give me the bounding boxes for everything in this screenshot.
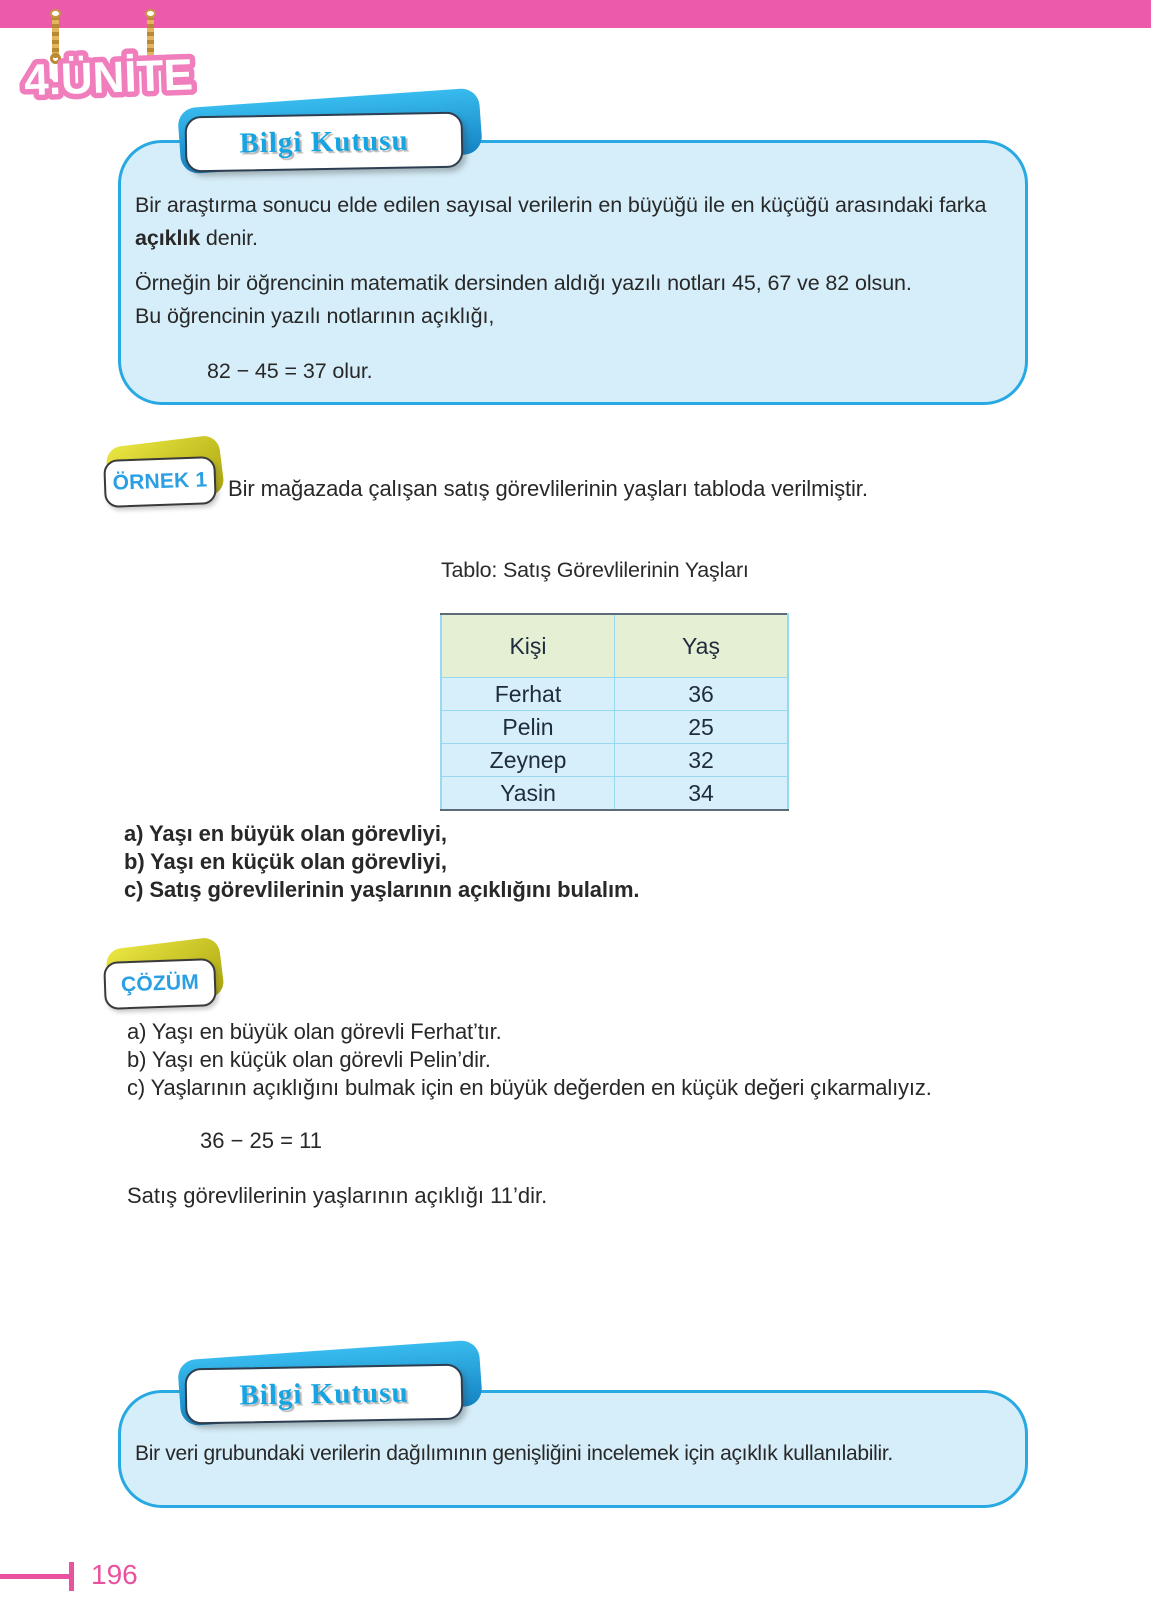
example-sentence-line-1: Örneğin bir öğrencinin matematik dersinden aldığı yazılı notları 45, 67 ve 82 olsun. bbox=[135, 271, 912, 295]
solution-conclusion: Satış görevlilerinin yaşlarının açıklığı 11’dir. bbox=[127, 1183, 548, 1208]
definition-line-2-rest: denir. bbox=[200, 226, 258, 250]
table-header-row bbox=[441, 614, 788, 678]
definition-line-2 bbox=[135, 222, 995, 255]
keyword-aciklik: açıklık bbox=[135, 226, 201, 250]
cell-name: Yasin bbox=[441, 777, 615, 811]
table-title: Tablo: Satış Görevlilerinin Yaşları bbox=[441, 558, 749, 582]
question-c: c) Satış görevlilerinin yaşlarının açıklığını bulalım. bbox=[124, 877, 640, 902]
column-header-yas: Yaş bbox=[615, 614, 789, 678]
cell-age: 34 bbox=[615, 777, 789, 811]
ribbon-front-shape bbox=[185, 1364, 464, 1425]
example-intro-text: Bir mağazada çalışan satış görevlilerinin yaşları tabloda verilmiştir. bbox=[228, 476, 868, 501]
page-number: 196 bbox=[91, 1559, 138, 1590]
cell-name: Zeynep bbox=[441, 744, 615, 777]
definition-line-1: Bir araştırma sonucu elde edilen sayısal verilerin en büyüğü ile en küçüğü arasındaki farka bbox=[135, 193, 987, 217]
footer-tick bbox=[69, 1562, 74, 1591]
info-box-top-text bbox=[135, 189, 995, 388]
question-a: a) Yaşı en büyük olan görevliyi, bbox=[124, 821, 447, 846]
badge-front-shape bbox=[103, 456, 217, 508]
ages-table bbox=[440, 613, 789, 811]
table-row bbox=[441, 744, 788, 777]
table-row bbox=[441, 777, 788, 811]
example-sentence-line-2: Bu öğrencinin yazılı notlarının açıklığı, bbox=[135, 304, 495, 328]
ornek-badge-label: ÖRNEK 1 bbox=[112, 468, 208, 495]
column-header-kisi: Kişi bbox=[441, 614, 615, 678]
question-list bbox=[124, 820, 639, 904]
info-box-bottom-text: Bir veri grubundaki verilerin dağılımının genişliğini incelemek için açıklık kullanılabilir. bbox=[135, 1442, 893, 1465]
footer-line bbox=[0, 1574, 71, 1579]
cozum-badge bbox=[96, 938, 241, 1028]
cell-age: 32 bbox=[615, 744, 789, 777]
solution-step-b: b) Yaşı en küçük olan görevli Pelin’dir. bbox=[127, 1047, 491, 1072]
cell-age: 36 bbox=[615, 678, 789, 711]
question-b: b) Yaşı en küçük olan görevliyi, bbox=[124, 849, 447, 874]
solution-step-a: a) Yaşı en büyük olan görevli Ferhat’tır. bbox=[127, 1019, 502, 1044]
cell-name: Pelin bbox=[441, 711, 615, 744]
range-formula: 82 − 45 = 37 olur. bbox=[207, 359, 373, 383]
top-decoration-bar bbox=[0, 0, 1151, 28]
cozum-badge-label: ÇÖZÜM bbox=[120, 970, 200, 997]
info-box-bottom-title: Bilgi Kutusu bbox=[239, 1376, 409, 1411]
ornek-badge bbox=[96, 436, 241, 526]
bilgi-kutusu-badge-bottom bbox=[165, 1348, 500, 1436]
badge-front-shape bbox=[103, 958, 217, 1010]
table-row bbox=[441, 678, 788, 711]
table-row bbox=[441, 711, 788, 744]
solution-formula: 36 − 25 = 11 bbox=[200, 1128, 322, 1153]
unit-logo-label: 4.ÜNİTE bbox=[23, 50, 194, 106]
cell-name: Ferhat bbox=[441, 678, 615, 711]
info-box-top-title: Bilgi Kutusu bbox=[239, 124, 409, 159]
bilgi-kutusu-badge-top bbox=[165, 96, 500, 184]
solution-step-c: c) Yaşlarının açıklığını bulmak için en büyük değerden en küçük değeri çıkarmalıyız. bbox=[127, 1075, 932, 1100]
ribbon-front-shape bbox=[185, 112, 464, 173]
cell-age: 25 bbox=[615, 711, 789, 744]
solution-steps bbox=[127, 1018, 932, 1102]
